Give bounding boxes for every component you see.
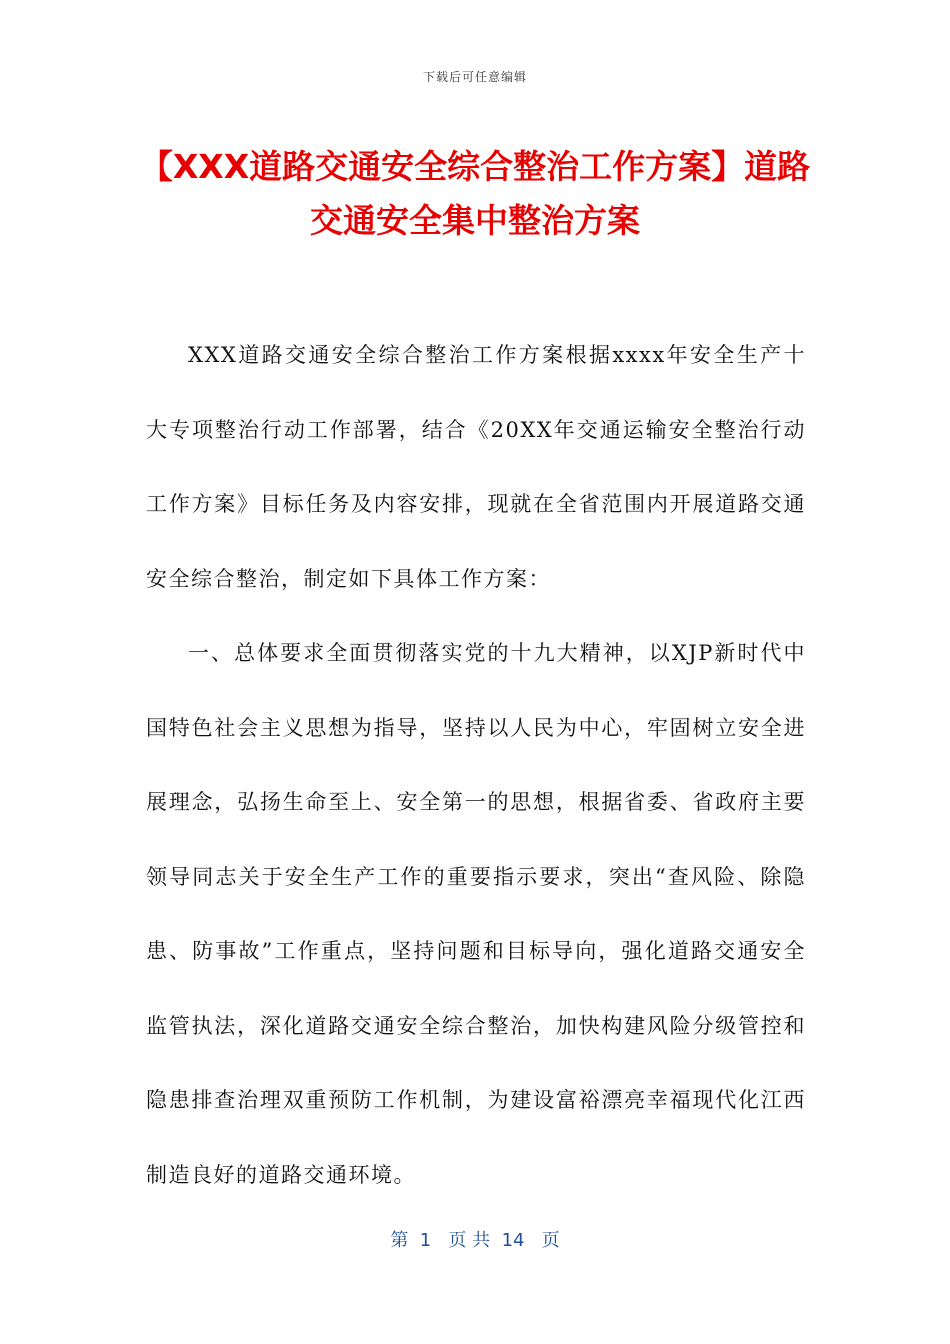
header-note: 下载后可任意编辑 [422, 70, 527, 84]
document-body [146, 318, 806, 1212]
page-footer: 第 1 页 共 14 页 [390, 1230, 560, 1251]
paragraph: 一、总体要求全面贯彻落实党的十九大精神，以XJP新时代中国特色社会主义思想为指导，坚持以人民为中心，牢固树立安全进展理念，弘扬生命至上、安全第一的思想，根据省委、省政府主要领导同志关于安全生产工作的重要指示要求，突出“查风险、除隐患、防事故”工作重点，坚持问题和目标导向，强化道路交通安全监管执法，深化道路交通安全综合整治，加快构建风险分级管控和隐患排查治理双重预防工作机制，为建设富裕漂亮幸福现代化江西制造良好的道路交通环境。 [146, 641, 806, 1187]
paragraph: XXX道路交通安全综合整治工作方案根据xxxx年安全生产十大专项整治行动工作部署，结合《20XX年交通运输安全整治行动工作方案》目标任务及内容安排，现就在全省范围内开展道路交通安全综合整治，制定如下具体工作方案： [146, 343, 806, 591]
document-title: 【XXX道路交通安全综合整治工作方案】道路交通安全集中整治方案 [139, 147, 811, 240]
